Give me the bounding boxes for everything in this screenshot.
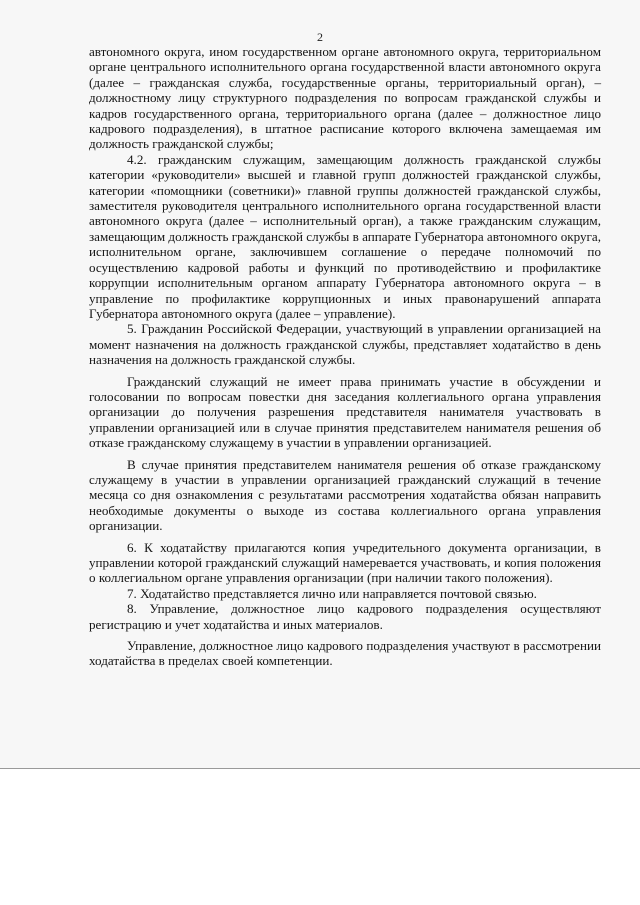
- paragraph-5: 5. Гражданин Российской Федерации, участвующий в управлении организацией на момент назначения на должность гражданской службы, представляет ходатайство в день назначения на должность гражданской службы.: [89, 321, 601, 368]
- paragraph-6: 6. К ходатайству прилагаются копия учредительного документа организации, в управлении которой гражданский служащий намеревается участвовать, и копия положения о коллегиальном органе управления организации (при наличии такого положения).: [89, 539, 601, 586]
- paragraph-continuation: автономного округа, ином государственном органе автономного округа, территориальном органе центрального исполнительного органа государственной власти автономного округа (далее – гражданская служба, государственные органы, территориальный орган), – должностному лицу структурного подразделения по вопросам гражданской службы и кадров государственного органа, территориального органа (далее – должностное лицо кадрового подразделения), в штатное расписание которого включена замещаемая им должность гражданской службы;: [89, 44, 601, 152]
- paragraph-7: 7. Ходатайство представляется лично или направляется почтовой связью.: [127, 585, 537, 601]
- paragraph-review: Управление, должностное лицо кадрового подразделения участвуют в рассмотрении ходатайства в пределах своей компетенции.: [89, 638, 601, 669]
- paragraph-4-2: 4.2. гражданским служащим, замещающим должность гражданской службы категории «руководители» высшей и главной групп должностей гражданской службы, категории «помощники (советники)» главной группы должностей гражданской службы, заместителя руководителя центрального исполнительного органа государственной власти автономного округа (далее – исполнительный орган), а также гражданским служащим, замещающим должность гражданской службы в аппарате Губернатора автономного округа, исполнительном органе, заключившем соглашение о передаче полномочий по осуществлению кадровой работы и функций по противодействию и профилактике коррупции исполнительным органом аппарату Губернатора автономного округа – в управление по профилактике коррупционных и иных правонарушений аппарата Губернатора автономного округа (далее – управление).: [89, 151, 601, 321]
- page-margin-background: [0, 769, 640, 905]
- paragraph-8: 8. Управление, должностное лицо кадрового подразделения осуществляют регистрацию и учет ходатайства и иных материалов.: [89, 601, 601, 632]
- document-text: [89, 44, 601, 669]
- paragraph-refusal-case: В случае принятия представителем нанимателя решения об отказе гражданскому служащему в участии в управлении организацией гражданский служащий в течение месяца со дня ознакомления с результатами рассмотрения ходатайства обязан направить необходимые документы о выходе из состава коллегиального органа управления организации.: [89, 456, 601, 534]
- paragraph-participation-restriction: Гражданский служащий не имеет права принимать участие в обсуждении и голосовании по вопросам повестки дня заседания коллегиального органа управления организации до получения разрешения представителя нанимателя участвовать в управлении организацией или в случае принятия представителем нанимателя решения об отказе гражданскому служащему в участии в управлении организацией.: [89, 373, 601, 451]
- page-number: 2: [317, 30, 323, 44]
